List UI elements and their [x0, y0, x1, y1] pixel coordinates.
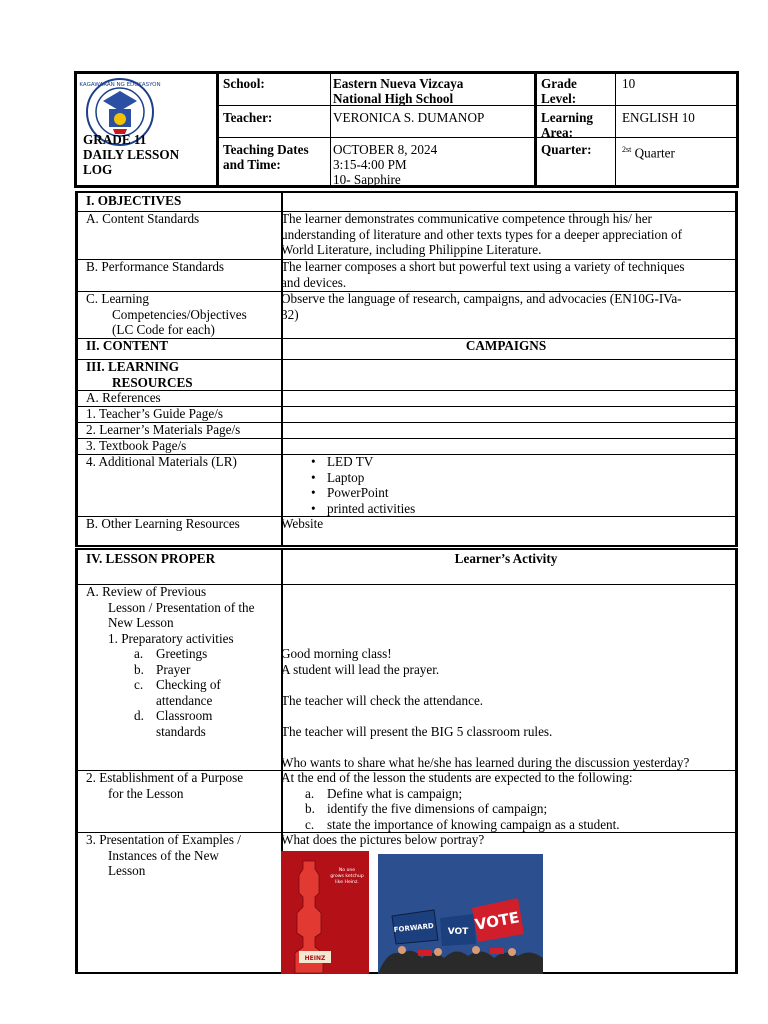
purpose-label-line-1: 2. Establishment of a Purpose	[86, 770, 244, 785]
quarter-sup: 2st	[622, 145, 632, 154]
prep-letter: c.	[134, 677, 144, 692]
dates-label-line-2: and Time:	[223, 157, 281, 172]
prep-letter: a.	[134, 646, 144, 661]
list-item: • printed activities	[311, 501, 731, 517]
prep-item-classroom-standards: Classroom standards	[156, 708, 213, 739]
greeting-text: Good morning class!	[281, 646, 392, 661]
review-label-line-1: A. Review of Previous	[86, 584, 207, 599]
share-question: Who wants to share what he/she has learned during the discussion yesterday?	[281, 754, 690, 770]
teachers-guide-label: 1. Teacher’s Guide Page/s	[78, 406, 283, 422]
content-standards-label: A. Content Standards	[78, 211, 283, 259]
svg-text:KAGAWARAN NG EDUKASYON: KAGAWARAN NG EDUKASYON	[79, 82, 161, 88]
quarter-label: Quarter:	[541, 142, 592, 157]
heinz-slogan-line-3: like Heinz.	[335, 880, 359, 885]
objectives-heading: I. OBJECTIVES	[86, 193, 182, 208]
content-standards-line-3: World Literature, including Philippine Literature.	[281, 242, 542, 257]
list-item: • PowerPoint	[311, 485, 731, 501]
review-label-line-3: New Lesson	[108, 615, 174, 630]
vote-sign-text: VOTE	[473, 908, 521, 934]
heinz-ketchup-ad-image	[281, 851, 369, 974]
area-label-line-1: Learning	[541, 110, 594, 125]
performance-standards-label: B. Performance Standards	[78, 259, 283, 291]
references-label: A. References	[78, 390, 283, 406]
examples-label-line-3: Lesson	[108, 863, 146, 878]
prep-letter: d.	[134, 708, 144, 723]
grade-label-line-1: Grade	[541, 76, 577, 91]
competencies-label-line-3: (LC Code for each)	[112, 322, 215, 337]
resources-heading-line-2: RESOURCES	[112, 374, 193, 390]
competencies-label-line-2: Competencies/Objectives	[112, 306, 247, 322]
examples-question: What does the pictures below portray?	[281, 832, 485, 847]
additional-materials-list	[281, 454, 731, 516]
vote-campaign-image	[378, 854, 543, 974]
school-value-line-1: Eastern Nueva Vizcaya	[333, 76, 464, 91]
purpose-item: state the importance of knowing campaign as a student.	[327, 816, 620, 832]
textbook-label: 3. Textbook Page/s	[78, 438, 283, 454]
purpose-item: identify the five dimensions of campaign;	[327, 801, 548, 816]
title-line-1: GRADE 11	[83, 132, 147, 147]
vote-small-text: VOT	[447, 927, 469, 937]
area-label-line-2: Area:	[541, 125, 573, 140]
prep-item-prayer: Prayer	[156, 661, 191, 677]
grade-label-line-2: Level:	[541, 91, 577, 106]
learners-activity-heading: Learner’s Activity	[454, 551, 558, 566]
purpose-label-line-2: for the Lesson	[108, 785, 184, 801]
rules-text: The teacher will present the BIG 5 classroom rules.	[281, 723, 553, 739]
grade-value: 10	[622, 76, 636, 91]
list-item: • Laptop	[311, 470, 731, 486]
purpose-letter: b.	[305, 801, 315, 816]
title-line-3: LOG	[83, 162, 113, 177]
list-item: • LED TV	[311, 454, 731, 470]
lesson-proper-table	[75, 548, 738, 974]
content-heading: II. CONTENT	[86, 338, 169, 353]
performance-line-2: and devices.	[281, 274, 347, 290]
other-resources-value: Website	[281, 516, 324, 531]
school-value-line-2: National High School	[333, 91, 454, 106]
dates-label-line-1: Teaching Dates	[223, 142, 309, 157]
header-table	[74, 71, 739, 188]
prayer-text: A student will lead the prayer.	[281, 661, 440, 677]
competencies-line-2: 32)	[281, 306, 299, 322]
content-standards-line-2: understanding of literature and other texts types for a deeper appreciation of	[281, 226, 682, 242]
attendance-text: The teacher will check the attendance.	[281, 692, 484, 708]
competencies-line-1: Observe the language of research, campaigns, and advocacies (EN10G-IVa-	[281, 291, 682, 306]
content-standards-line-1: The learner demonstrates communicative competence through his/ her	[281, 211, 652, 226]
additional-materials-label: 4. Additional Materials (LR)	[78, 454, 283, 516]
other-resources-label: B. Other Learning Resources	[78, 516, 283, 547]
dates-value-line-1: OCTOBER 8, 2024	[333, 142, 438, 157]
purpose-item: Define what is campaign;	[327, 785, 463, 801]
prep-item-attendance: Checking of attendance	[156, 677, 221, 708]
purpose-letter: a.	[305, 785, 315, 801]
forward-sign-text: FORWARD	[393, 921, 435, 935]
teacher-value: VERONICA S. DUMANOP	[333, 110, 485, 125]
performance-line-1: The learner composes a short but powerful text using a variety of techniques	[281, 259, 685, 274]
resources-heading-line-1: III. LEARNING	[86, 359, 180, 374]
examples-label-line-2: Instances of the New	[108, 847, 219, 863]
learners-materials-label: 2. Learner’s Materials Page/s	[78, 422, 283, 438]
title-line-2: DAILY LESSON	[83, 147, 180, 162]
prep-item-greetings: Greetings	[156, 646, 208, 661]
dates-value-line-2: 3:15-4:00 PM	[333, 157, 407, 172]
teacher-label: Teacher:	[223, 110, 273, 125]
purpose-letter: c.	[305, 816, 315, 832]
examples-label-line-1: 3. Presentation of Examples /	[86, 832, 241, 847]
prep-letter: b.	[134, 661, 144, 677]
prep-label: 1. Preparatory activities	[108, 630, 234, 646]
quarter-value-wrap	[622, 142, 675, 160]
competencies-label-line-1: C. Learning	[86, 291, 149, 306]
purpose-intro: At the end of the lesson the students are expected to the following:	[281, 770, 633, 785]
area-value: ENGLISH 10	[622, 110, 695, 125]
content-value: CAMPAIGNS	[465, 338, 547, 353]
heinz-slogan-line-2: grows ketchup	[330, 874, 364, 879]
school-label: School:	[223, 76, 265, 91]
quarter-value: Quarter	[634, 145, 675, 161]
dates-value-line-3: 10- Sapphire	[333, 172, 401, 187]
lesson-proper-heading: IV. LESSON PROPER	[86, 551, 216, 566]
objectives-table	[75, 191, 738, 547]
review-label-line-2: Lesson / Presentation of the	[108, 599, 255, 615]
heinz-brand-text: HEINZ	[304, 955, 326, 962]
heinz-slogan-line-1: No one	[338, 868, 356, 873]
